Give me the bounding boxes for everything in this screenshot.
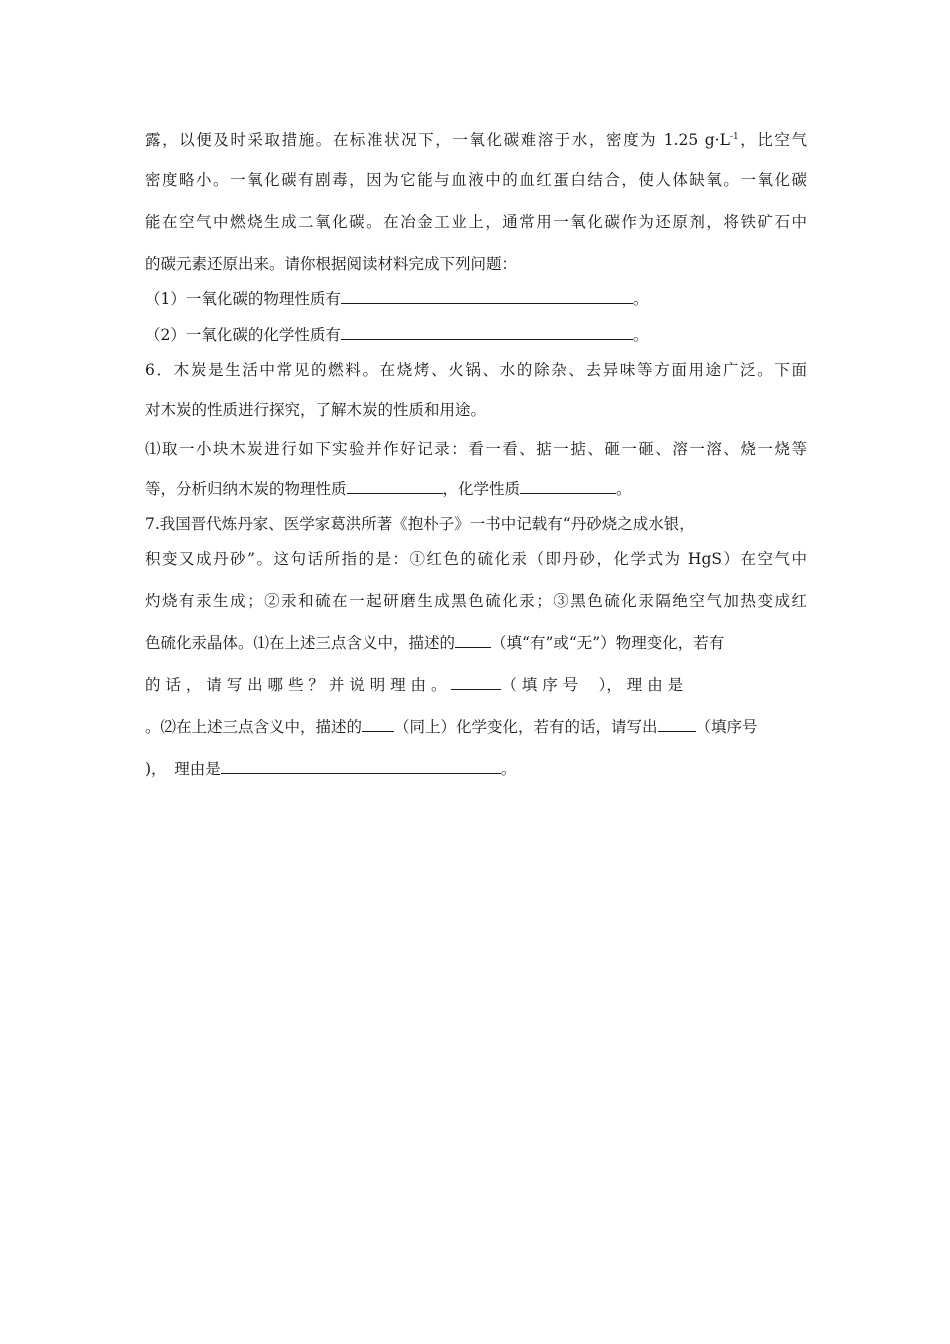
question-line: ⑴取一小块木炭进行如下实验并作好记录：看一看、掂一掂、砸一砸、溶一溶、烧一烧等 [145, 440, 807, 458]
question-line: 色硫化汞晶体。⑴在上述三点含义中，描述的 （填“有”或“无”）物理变化，若有 [145, 634, 725, 652]
answer-blank[interactable] [520, 478, 616, 494]
paragraph-line: 露，以便及时采取措施。在标准状况下，一氧化碳难溶于水，密度为 1.25 $g\cdot L^{-1}$，比空气 [145, 131, 807, 150]
question-line: 7.我国晋代炼丹家、医学家葛洪所著《抱朴子》一书中记载有“丹砂烧之成水银， [145, 515, 695, 533]
question-line: （2）一氧化碳的化学性质有 。 [145, 326, 649, 344]
answer-blank[interactable] [221, 758, 501, 774]
question-line: 积变又成丹砂”。这句话所指的是：①红色的硫化汞（即丹砂，化学式为 HgS）在空气中 [145, 550, 807, 568]
paragraph-line: 密度略小。一氧化碳有剧毒，因为它能与血液中的血红蛋白结合，使人体缺氧。一氧化碳 [145, 171, 807, 189]
question-line: 。⑵在上述三点含义中，描述的 （同上）化学变化，若有的话，请写出 （填序号 [145, 718, 758, 736]
paragraph-line: 的碳元素还原出来。请你根据阅读材料完成下列问题： [145, 255, 518, 273]
question-line: 灼烧有汞生成；②汞和硫在一起研磨生成黑色硫化汞；③黑色硫化汞隔绝空气加热变成红 [145, 592, 807, 610]
paragraph-line: 能在空气中燃烧生成二氧化碳。在冶金工业上，通常用一氧化碳作为还原剂，将铁矿石中 [145, 213, 807, 231]
answer-blank[interactable] [362, 716, 394, 732]
question-line: )， 理由是 。 [145, 760, 517, 778]
answer-blank[interactable] [455, 632, 491, 648]
answer-blank[interactable] [451, 674, 501, 690]
answer-blank[interactable] [341, 288, 633, 304]
answer-blank[interactable] [341, 324, 633, 340]
question-line: 的 话 ， 请 写 出 哪 些 ？ 并 说 明 理 由 。 （ 填 序 号 ）， 理 由 是 [145, 676, 684, 694]
question-line: 对木炭的性质进行探究，了解木炭的性质和用途。 [145, 401, 487, 419]
answer-blank[interactable] [658, 716, 696, 732]
question-line: 6．木炭是生活中常见的燃料。在烧烤、火锅、水的除杂、去异味等方面用途广泛。下面 [145, 361, 807, 379]
question-line: （1）一氧化碳的物理性质有 。 [145, 290, 649, 308]
answer-blank[interactable] [347, 478, 443, 494]
question-line: 等，分析归纳木炭的物理性质 ，化学性质 。 [145, 480, 632, 498]
superscript: -1 [729, 132, 739, 142]
